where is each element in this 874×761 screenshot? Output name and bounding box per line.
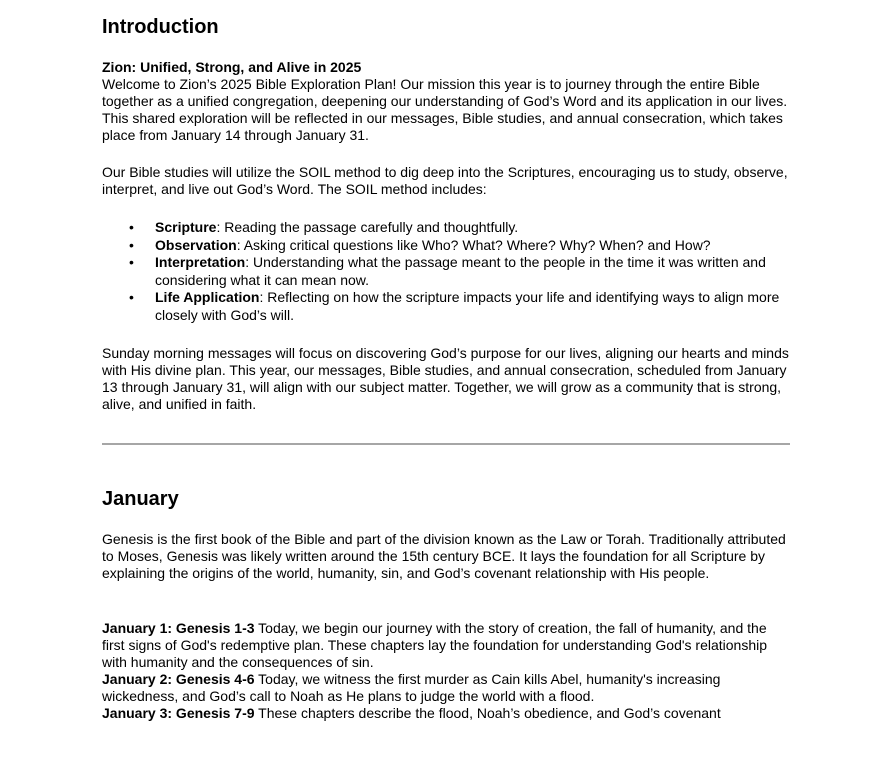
soil-description: : Asking critical questions like Who? What? Where? Why? When? and How? <box>236 236 711 253</box>
introduction-paragraph-1: Welcome to Zion’s 2025 Bible Exploration Plan! Our mission this year is to journey through the entire Bible together as a unified congregation, deepening our understanding of God’s Word and its application in our lives. This shared exploration will be reflected in our messages, Bible studies, and annual consecration, which takes place from January 14 through January 31. <box>102 76 788 143</box>
january-heading: January <box>102 488 179 510</box>
soil-method-list <box>102 219 792 324</box>
reading-day-text: These chapters describe the flood, Noah’s obedience, and God’s covenant <box>254 705 721 721</box>
reading-day <box>102 620 792 671</box>
list-item <box>102 289 792 324</box>
soil-term: Interpretation <box>155 254 246 270</box>
soil-description: : Understanding what the passage meant to the people in the time it was written and considering what it can mean now. <box>155 254 766 288</box>
list-item <box>102 237 792 255</box>
list-item <box>102 219 792 237</box>
soil-description: : Reflecting on how the scripture impacts your life and identifying ways to align more closely with God’s will. <box>155 289 780 323</box>
section-divider <box>102 443 790 445</box>
reading-day-text: Today, we begin our journey with the story of creation, the fall of humanity, and the first signs of God's redemptive plan. These chapters lay the foundation for understanding God's relationship with humanity and the consequences of sin. <box>102 620 768 670</box>
reading-day-label: January 2: Genesis 4-6 <box>102 671 255 687</box>
reading-schedule <box>102 620 792 722</box>
introduction-paragraph-3: Sunday morning messages will focus on discovering God’s purpose for our lives, aligning our hearts and minds with His divine plan. This year, our messages, Bible studies, and annual consecration, scheduled from January 13 through January 31, will align with our subject matter. Together, we will grow as a community that is strong, alive, and unified in faith. <box>102 345 789 412</box>
introduction-subtitle: Zion: Unified, Strong, and Alive in 2025 <box>102 59 362 75</box>
soil-term: Observation <box>155 236 237 253</box>
reading-day-label: January 1: Genesis 1-3 <box>102 620 255 636</box>
list-item <box>102 254 792 289</box>
january-paragraph: Genesis is the first book of the Bible and part of the division known as the Law or Torah. Traditionally attributed to Moses, Genesis was likely written around the 15th century BCE. It lays the foundation for all Scripture by explaining the origins of the world, humanity, sin, and God’s covenant relationship with His people. <box>102 531 786 581</box>
soil-description: : Reading the passage carefully and thoughtfully. <box>216 219 519 235</box>
reading-day-text: Today, we witness the first murder as Cain kills Abel, humanity's increasing wickedness, and God’s call to Noah as He plans to judge the world with a flood. <box>102 671 721 704</box>
introduction-paragraph-2: Our Bible studies will utilize the SOIL method to dig deep into the Scriptures, encouraging us to study, observe, interpret, and live out God’s Word. The SOIL method includes: <box>102 164 788 197</box>
soil-term: Scripture <box>155 219 217 235</box>
reading-day <box>102 671 792 705</box>
introduction-heading: Introduction <box>102 16 219 38</box>
soil-term: Life Application <box>155 289 260 305</box>
reading-day-label: January 3: Genesis 7-9 <box>102 705 255 721</box>
reading-day <box>102 705 792 722</box>
